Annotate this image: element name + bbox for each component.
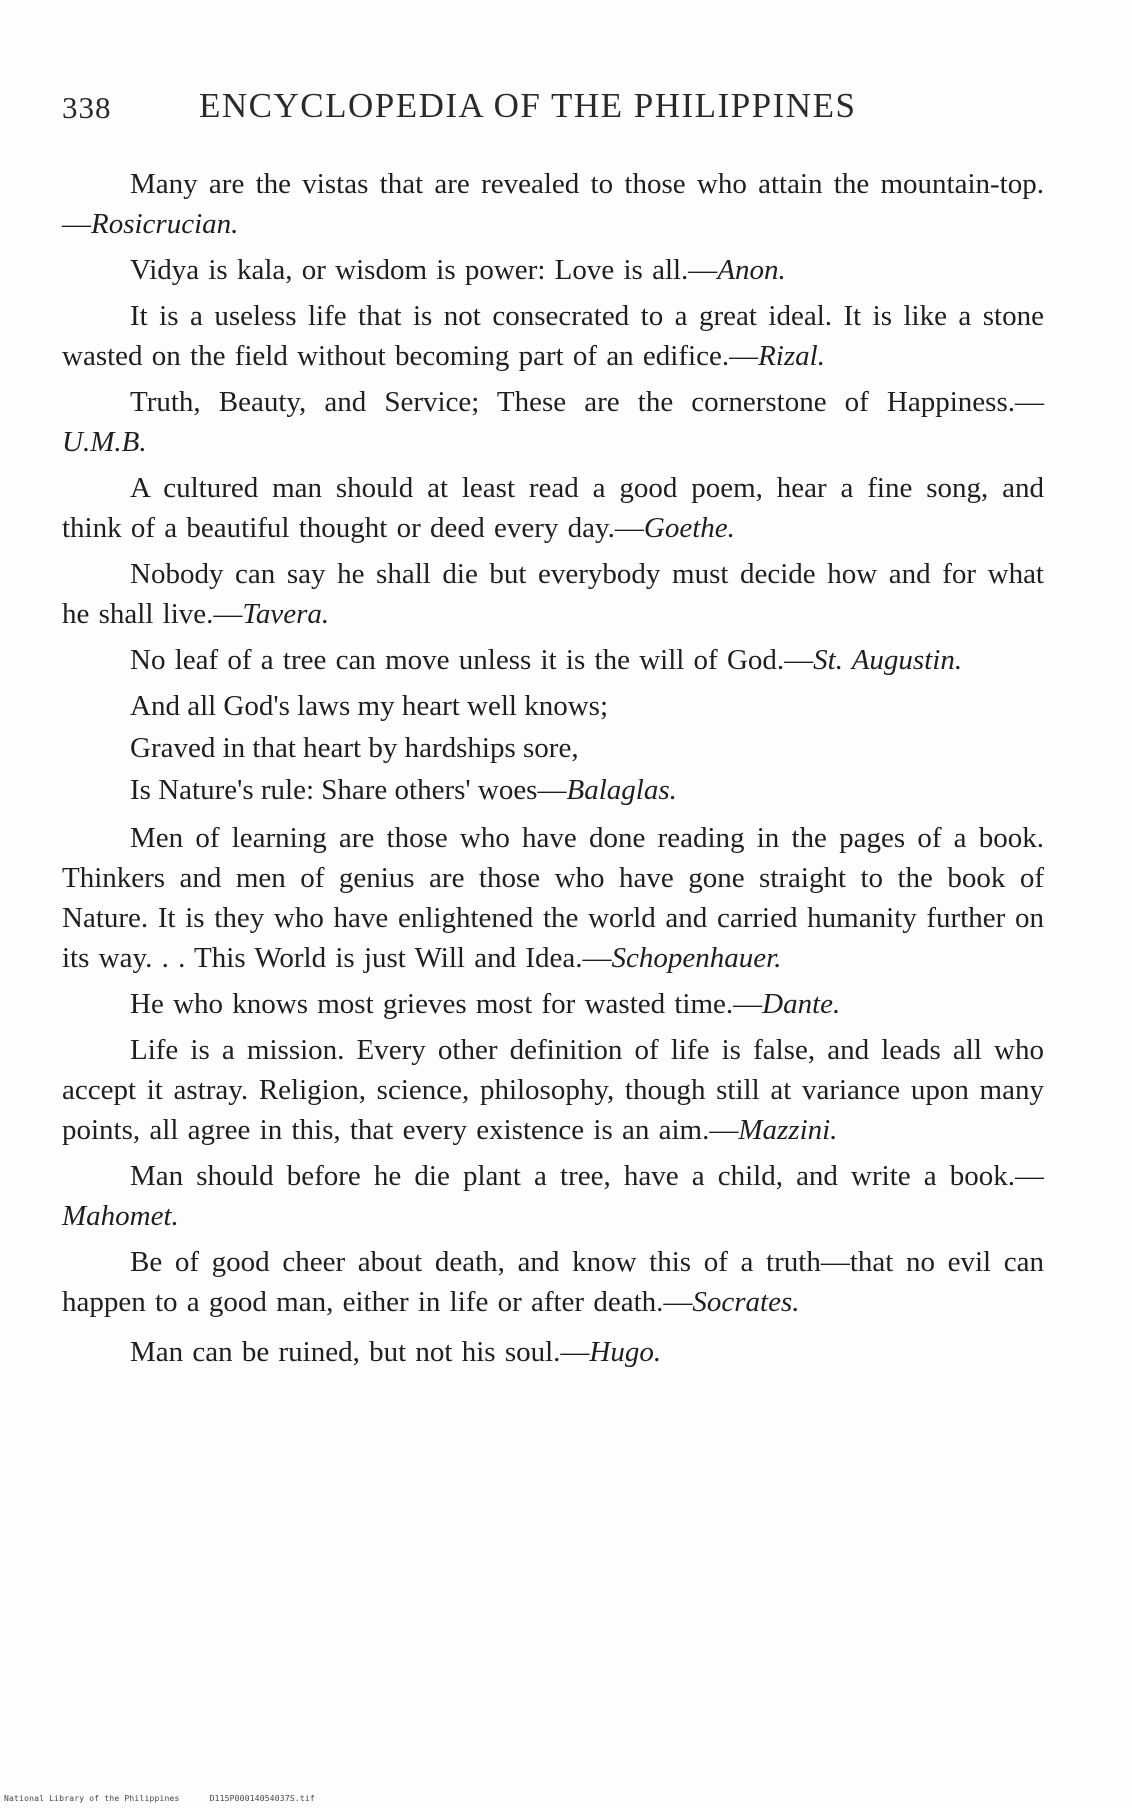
quotation — [62, 554, 1044, 634]
quote-text: A cultured man should at least read a good poem, hear a fine song, and think of a beautiful thought or deed every day.— — [62, 472, 1044, 544]
quote-author: U.M.B. — [62, 426, 147, 458]
verse-line: Graved in that heart by hardships sore, — [130, 732, 579, 764]
footer-file: D115P00014054037S.tif — [209, 1794, 315, 1803]
quote-text: Truth, Beauty, and Service; These are the cornerstone of Happiness.— — [130, 386, 1044, 418]
quote-author: Hugo. — [589, 1336, 662, 1368]
quote-author: Tavera. — [242, 598, 330, 630]
page-number: 338 — [62, 90, 112, 125]
quotation — [62, 1030, 1044, 1150]
scan-footer — [4, 1794, 315, 1803]
verse-quotation — [62, 686, 1044, 810]
quote-text: He who knows most grieves most for wasted time.— — [130, 988, 763, 1020]
quote-text: Man should before he die plant a tree, have a child, and write a book.— — [130, 1160, 1044, 1192]
quote-text: Be of good cheer about death, and know this of a truth—that no evil can happen to a good man, either in life or after death.— — [62, 1246, 1044, 1318]
quotation — [62, 382, 1044, 462]
verse-line — [62, 770, 1044, 810]
quotation — [62, 1332, 1044, 1372]
running-title: ENCYCLOPEDIA OF THE PHILIPPINES — [199, 86, 857, 125]
quotation — [62, 164, 1044, 244]
quote-author: Mahomet. — [62, 1200, 179, 1232]
quote-text: Nobody can say he shall die but everybody must decide how and for what he shall live.— — [62, 558, 1044, 630]
quotation — [62, 984, 1044, 1024]
page-header — [62, 86, 1042, 130]
quotations-body — [62, 164, 1044, 1378]
quote-author: Schopenhauer. — [611, 942, 782, 974]
quote-text: Men of learning are those who have done reading in the pages of a book. Thinkers and men of genius are those who have gone straight to the book of Nature. It is they who have enlightened the world and carried humanity further on its way. . . This World is just Will and Idea.— — [62, 822, 1044, 974]
quote-text: No leaf of a tree can move unless it is the will of God.— — [130, 644, 814, 676]
quote-author: Mazzini. — [738, 1114, 838, 1146]
quote-author: Dante. — [762, 988, 841, 1020]
quote-author: St. Augustin. — [813, 644, 963, 676]
quotation — [62, 296, 1044, 376]
footer-library: National Library of the Philippines — [4, 1794, 180, 1803]
quote-author: Anon. — [717, 254, 786, 286]
quote-author: Socrates. — [692, 1286, 800, 1318]
verse-line-text: Is Nature's rule: Share others' woes— — [130, 774, 567, 806]
quote-author: Goethe. — [643, 512, 735, 544]
quote-text: Life is a mission. Every other definition of life is false, and leads all who accept it astray. Religion, science, philosophy, though still at variance upon many points, all agree in this, that every existence is an aim.— — [62, 1034, 1044, 1146]
quote-text: Man can be ruined, but not his soul.— — [130, 1336, 590, 1368]
quote-text: Vidya is kala, or wisdom is power: Love is all.— — [130, 254, 718, 286]
verse-line: And all God's laws my heart well knows; — [130, 690, 609, 722]
quote-text: It is a useless life that is not consecrated to a great ideal. It is like a stone wasted on the field without becoming part of an edifice.— — [62, 300, 1044, 372]
quote-author: Balaglas. — [566, 774, 677, 806]
quotation — [62, 640, 1044, 680]
quote-author: Rizal. — [758, 340, 825, 372]
quotation — [62, 1242, 1044, 1322]
quote-author: Rosicrucian. — [91, 208, 239, 240]
quotation — [62, 818, 1044, 978]
quote-text: Many are the vistas that are revealed to those who attain the mountain-top.— — [62, 168, 1044, 240]
quotation — [62, 468, 1044, 548]
quotation — [62, 250, 1044, 290]
quotation — [62, 1156, 1044, 1236]
